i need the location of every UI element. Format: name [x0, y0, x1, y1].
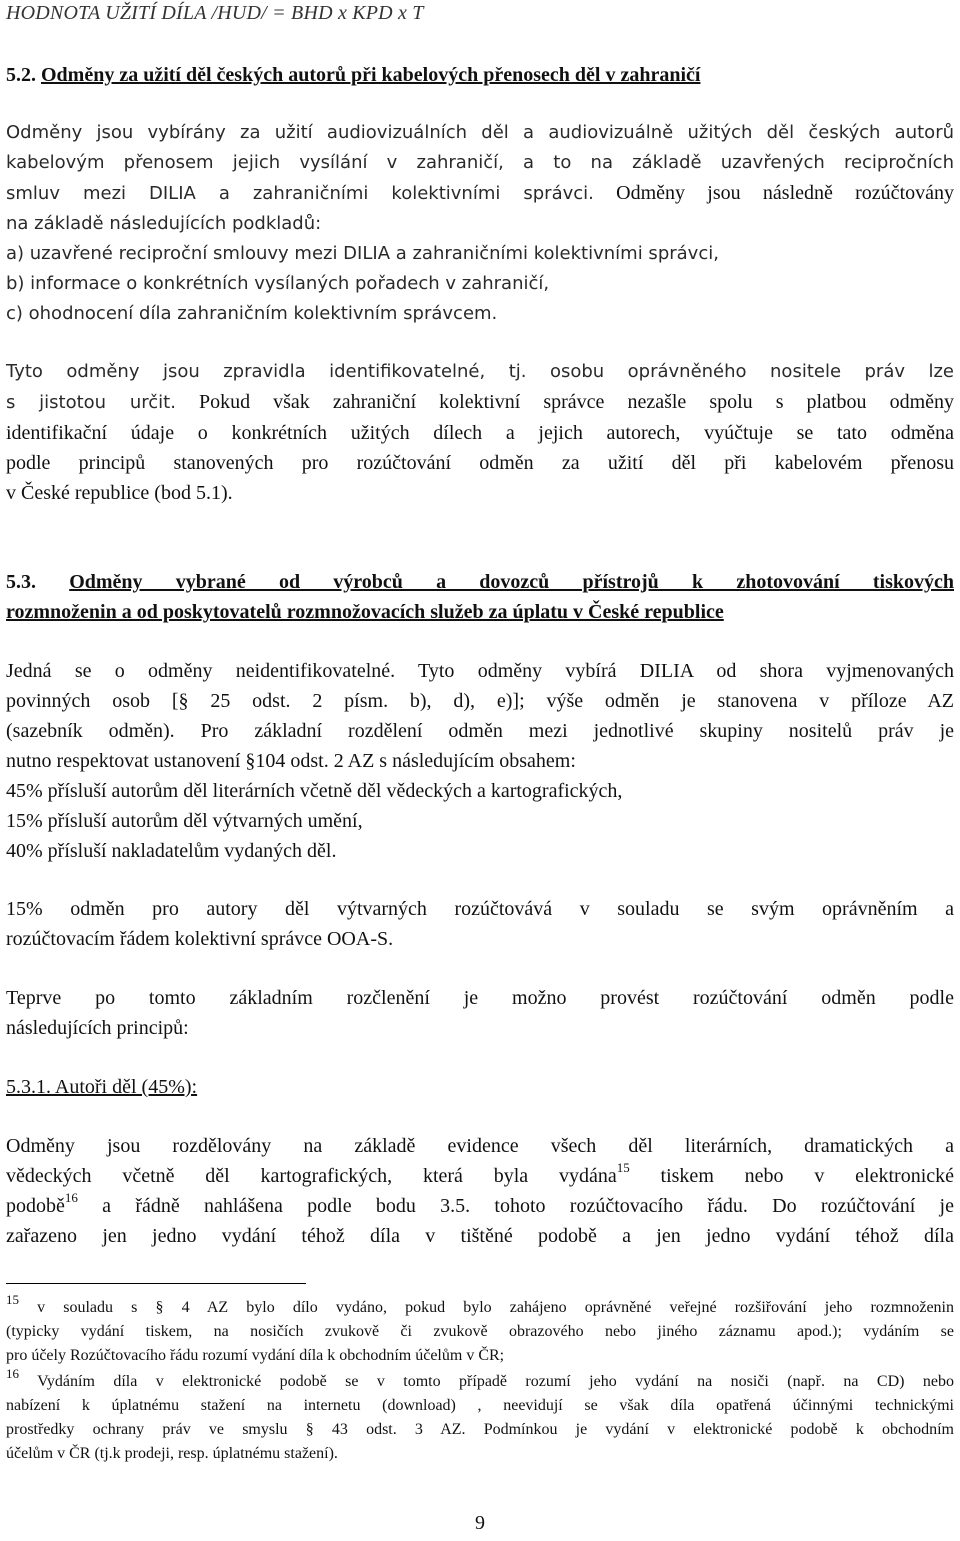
page-number: 9 — [475, 1512, 485, 1534]
list-item-a: a) uzavřené reciproční smlouvy mezi DILIA a zahraničními kolektivními správci, — [6, 243, 719, 264]
section-number: 5.2. — [6, 64, 36, 86]
share-item: 15% přísluší autorům děl výtvarných umění, — [6, 810, 363, 832]
section-5-3-paragraph-3: Teprve po tomto základním rozčlenění je možno provést rozúčtování odměn podle následujících principů: — [6, 987, 954, 1039]
share-item: 45% přísluší autorům děl literárních včetně děl vědeckých a kartografických, — [6, 780, 623, 802]
section-5-3-paragraph-2: 15% odměn pro autory děl výtvarných rozúčtovává v souladu se svým oprávněním a rozúčtovacím řádem kolektivní správce OOA-S. — [6, 898, 954, 950]
section-5-3-paragraph-1: Jedná se o odměny neidentifikovatelné. Tyto odměny vybírá DILIA od shora vyjmenovaných povinných osob [§ 25 odst. 2 písm. b), d), e)]; výše odměn je stanovena v příloze AZ (sazebník odměn). Pro základní rozdělení odměn mezi jednotlivé skupiny nositelů práv je nutno respektovat ustanovení §104 odst. 2 AZ s následujícím obsahem: 45% přísluší autorům děl literárních včetně děl vědeckých a kartografických, 15% přísluší autorům děl výtvarných umění, 40% přísluší nakladatelům vydaných děl. — [6, 656, 954, 866]
section-5-2-paragraph-1: Odměny jsou vybírány za užití audiovizuálních děl a audiovizuálně užitých děl českých autorů kabelovým přenosem jejich vysílání v zahraničí, a to na základě uzavřených recipročních smluv mezi DILIA a zahraničními kolektivními správci. Odměny jsou následně rozúčtovány na základě následujících podkladů: a) uzavřené reciproční smlouvy mezi DILIA a zahraničními kolektivními správci, b) informace o konkrétních vysílaných pořadech v zahraničí, c) ohodnocení díla zahraničním kolektivním správcem. — [6, 118, 954, 329]
share-item: 40% přísluší nakladatelům vydaných děl. — [6, 840, 337, 862]
footnote-ref-15[interactable]: 15 — [616, 1160, 630, 1176]
section-5-3-1-heading: 5.3.1. Autoři děl (45%): — [6, 1076, 198, 1098]
footnote-16: $^{16}$ Vydáním díla v elektronické podobě se v tomto případě rozumí jeho vydání na nosiči (např. na CD) nebo nabízení k úplatnému stažení na internetu (download) , neevidují se však díla opatřená účinnými technickými prostředky ochrany práv ve smyslu § 43 odst. 3 AZ. Podmínkou je vydání v elektronické podobě k obchodním účelům v ČR (tj.k prodeji, resp. úplatnému stažení). — [6, 1365, 954, 1462]
section-5-2-paragraph-2: Tyto odměny jsou zpravidla identifikovatelné, tj. osobu oprávněného nositele práv lze s jistotou určit. Pokud však zahraniční kolektivní správce nezašle spolu s platbou odměny identifikační údaje o konkrétních užitých dílech a jejich autorech, vyúčtuje se tato odměna podle principů stanovených pro rozúčtování odměn za užití děl při kabelovém přenosu v České republice (bod 5.1). — [6, 361, 955, 504]
footnote-15: $^{15}$ v souladu s § 4 AZ bylo dílo vydáno, pokud bylo zahájeno oprávněné veřejné rozšiřování jeho rozmnoženin (typicky vydání tiskem, na nosičích zvukově či zvukově obrazového nebo jiného záznamu apod.); vydáním se pro účely Rozúčtovacího řádu rozumí vydání díla k obchodním účelům v ČR; — [6, 1291, 954, 1364]
section-title: Odměny za užití děl českých autorů při kabelových přenosech děl v zahraničí — [41, 64, 701, 86]
footnote-separator — [6, 1283, 306, 1284]
list-item-b: b) informace o konkrétních vysílaných pořadech v zahraničí, — [6, 273, 550, 294]
section-5-3-heading: 5.3. Odměny vybrané od výrobců a dovozců přístrojů k zhotovování tiskových rozmnoženin a od poskytovatelů rozmnožovacích služeb za úplatu v České republice — [6, 571, 954, 623]
page-header: HODNOTA UŽITÍ DÍLA /HUD/ = BHD x KPD x T — [6, 2, 424, 24]
footnote-ref-16[interactable]: 16 — [64, 1190, 78, 1206]
section-5-3-1-paragraph: Odměny jsou rozdělovány na základě evidence všech děl literárních, dramatických a vědeckých včetně děl kartografických, která byla vydána$^{15}$ tiskem nebo v elektronické podobě$^{16}$ a řádně nahlášena podle bodu 3.5. tohoto rozúčtovacího řádu. Do rozúčtování je zařazeno jen jedno vydání téhož díla v tištěné podobě a jen jedno vydání téhož díla — [6, 1135, 955, 1247]
section-5-2-heading — [6, 60, 954, 90]
list-item-c: c) ohodnocení díla zahraničním kolektivním správcem. — [6, 303, 498, 324]
